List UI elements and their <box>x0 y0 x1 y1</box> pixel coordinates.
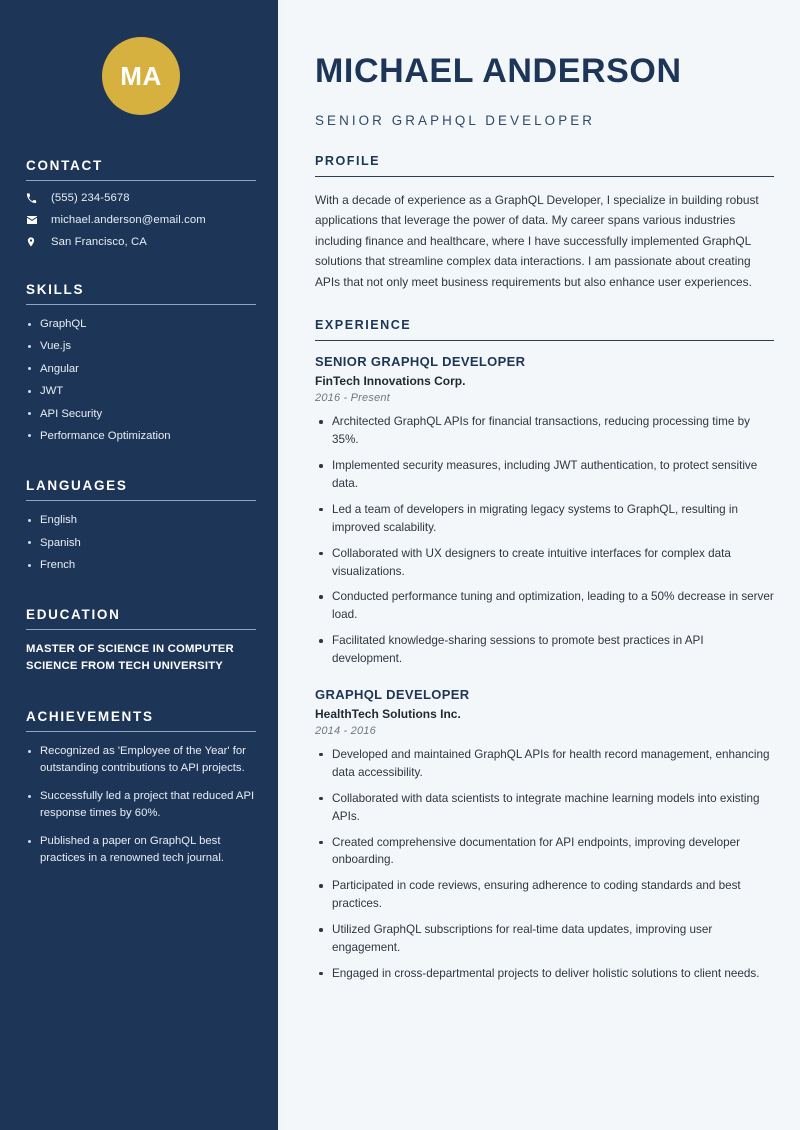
profile-text: With a decade of experience as a GraphQL Developer, I specialize in building robust applications that leverage the power of data. My career spans various industries including finance and healthcare, where I have successfully implemented GraphQL solutions that streamline complex data interactions. I am passionate about creating APIs that not only meet business requirements but also enhance user experiences. <box>315 192 759 289</box>
skills-heading: SKILLS <box>26 282 85 297</box>
job-dates: 2016 - Present <box>315 392 390 405</box>
skills-list <box>26 316 256 444</box>
sidebar-section-achievements <box>26 709 256 867</box>
contact-row-email[interactable] <box>26 214 256 226</box>
experience-entry <box>315 354 774 668</box>
list-item: Vue.js <box>26 338 256 354</box>
list-item: Performance Optimization <box>26 428 256 444</box>
contact-phone-value: (555) 234-5678 <box>51 192 130 204</box>
avatar-container <box>26 0 256 115</box>
contact-row-phone[interactable] <box>26 192 256 204</box>
list-item: Led a team of developers in migrating legacy systems to GraphQL, resulting in improved scalability. <box>315 501 774 537</box>
contact-divider <box>26 180 256 181</box>
education-heading: EDUCATION <box>26 607 121 623</box>
list-item: Successfully led a project that reduced API response times by 60%. <box>26 788 256 822</box>
sidebar-section-contact <box>26 158 256 248</box>
job-role-subtitle: SENIOR GRAPHQL DEVELOPER <box>315 112 596 128</box>
list-item: Engaged in cross-departmental projects to deliver holistic solutions to client needs. <box>315 965 774 983</box>
list-item: Implemented security measures, including JWT authentication, to protect sensitive data. <box>315 457 774 493</box>
job-dates: 2014 - 2016 <box>315 724 376 737</box>
envelope-icon <box>26 214 44 226</box>
languages-heading: LANGUAGES <box>26 478 128 494</box>
sidebar-section-education <box>26 607 256 675</box>
sidebar-section-skills <box>26 282 256 444</box>
education-divider <box>26 629 256 630</box>
list-item: Facilitated knowledge-sharing sessions to promote best practices in API development. <box>315 632 774 668</box>
list-item: Conducted performance tuning and optimization, leading to a 50% decrease in server load. <box>315 588 774 624</box>
profile-heading: PROFILE <box>315 153 381 168</box>
experience-heading: EXPERIENCE <box>315 318 412 333</box>
list-item: GraphQL <box>26 316 256 332</box>
page-title: MICHAEL ANDERSON <box>315 51 682 90</box>
list-item: Collaborated with UX designers to create intuitive interfaces for complex data visualizations. <box>315 545 774 581</box>
achievements-list <box>26 743 256 867</box>
contact-location-value: San Francisco, CA <box>51 236 147 248</box>
list-item: JWT <box>26 383 256 399</box>
achievements-heading: ACHIEVEMENTS <box>26 709 154 725</box>
job-company: FinTech Innovations Corp. <box>315 374 466 389</box>
languages-divider <box>26 500 256 501</box>
contact-email-value: michael.anderson@email.com <box>51 214 206 226</box>
phone-icon <box>26 193 44 204</box>
list-item: Published a paper on GraphQL best practices in a renowned tech journal. <box>26 833 256 867</box>
achievements-divider <box>26 731 256 732</box>
list-item: Angular <box>26 361 256 377</box>
job-title: SENIOR GRAPHQL DEVELOPER <box>315 354 526 370</box>
profile-divider <box>315 176 774 177</box>
list-item: Created comprehensive documentation for API endpoints, improving developer onboarding. <box>315 834 774 870</box>
experience-divider <box>315 340 774 341</box>
list-item: Participated in code reviews, ensuring adherence to coding standards and best practices. <box>315 877 774 913</box>
list-item: Developed and maintained GraphQL APIs for health record management, enhancing data accessibility. <box>315 746 774 782</box>
list-item: Utilized GraphQL subscriptions for real-time data updates, improving user engagement. <box>315 921 774 957</box>
section-profile <box>315 154 774 292</box>
list-item: French <box>26 557 256 573</box>
list-item: Recognized as 'Employee of the Year' for outstanding contributions to API projects. <box>26 743 256 777</box>
location-pin-icon <box>26 236 44 248</box>
job-title: GRAPHQL DEVELOPER <box>315 686 470 702</box>
main-content <box>278 0 800 1130</box>
contact-row-location[interactable] <box>26 236 256 248</box>
sidebar <box>0 0 278 1130</box>
list-item: English <box>26 512 256 528</box>
section-experience <box>315 318 774 982</box>
list-item: Collaborated with data scientists to integrate machine learning models into existing APIs. <box>315 790 774 826</box>
list-item: API Security <box>26 406 256 422</box>
list-item: Architected GraphQL APIs for financial transactions, reducing processing time by 35%. <box>315 413 774 449</box>
education-degree: MASTER OF SCIENCE IN COMPUTER SCIENCE FROM TECH UNIVERSITY <box>26 643 234 673</box>
job-bullet-list <box>315 746 774 983</box>
avatar-initials: MA <box>102 37 180 115</box>
job-company: HealthTech Solutions Inc. <box>315 706 461 721</box>
list-item: Spanish <box>26 535 256 551</box>
job-bullet-list <box>315 413 774 668</box>
skills-divider <box>26 304 256 305</box>
sidebar-section-languages <box>26 478 256 573</box>
experience-entry <box>315 687 774 983</box>
contact-heading: CONTACT <box>26 158 103 173</box>
languages-list <box>26 512 256 573</box>
